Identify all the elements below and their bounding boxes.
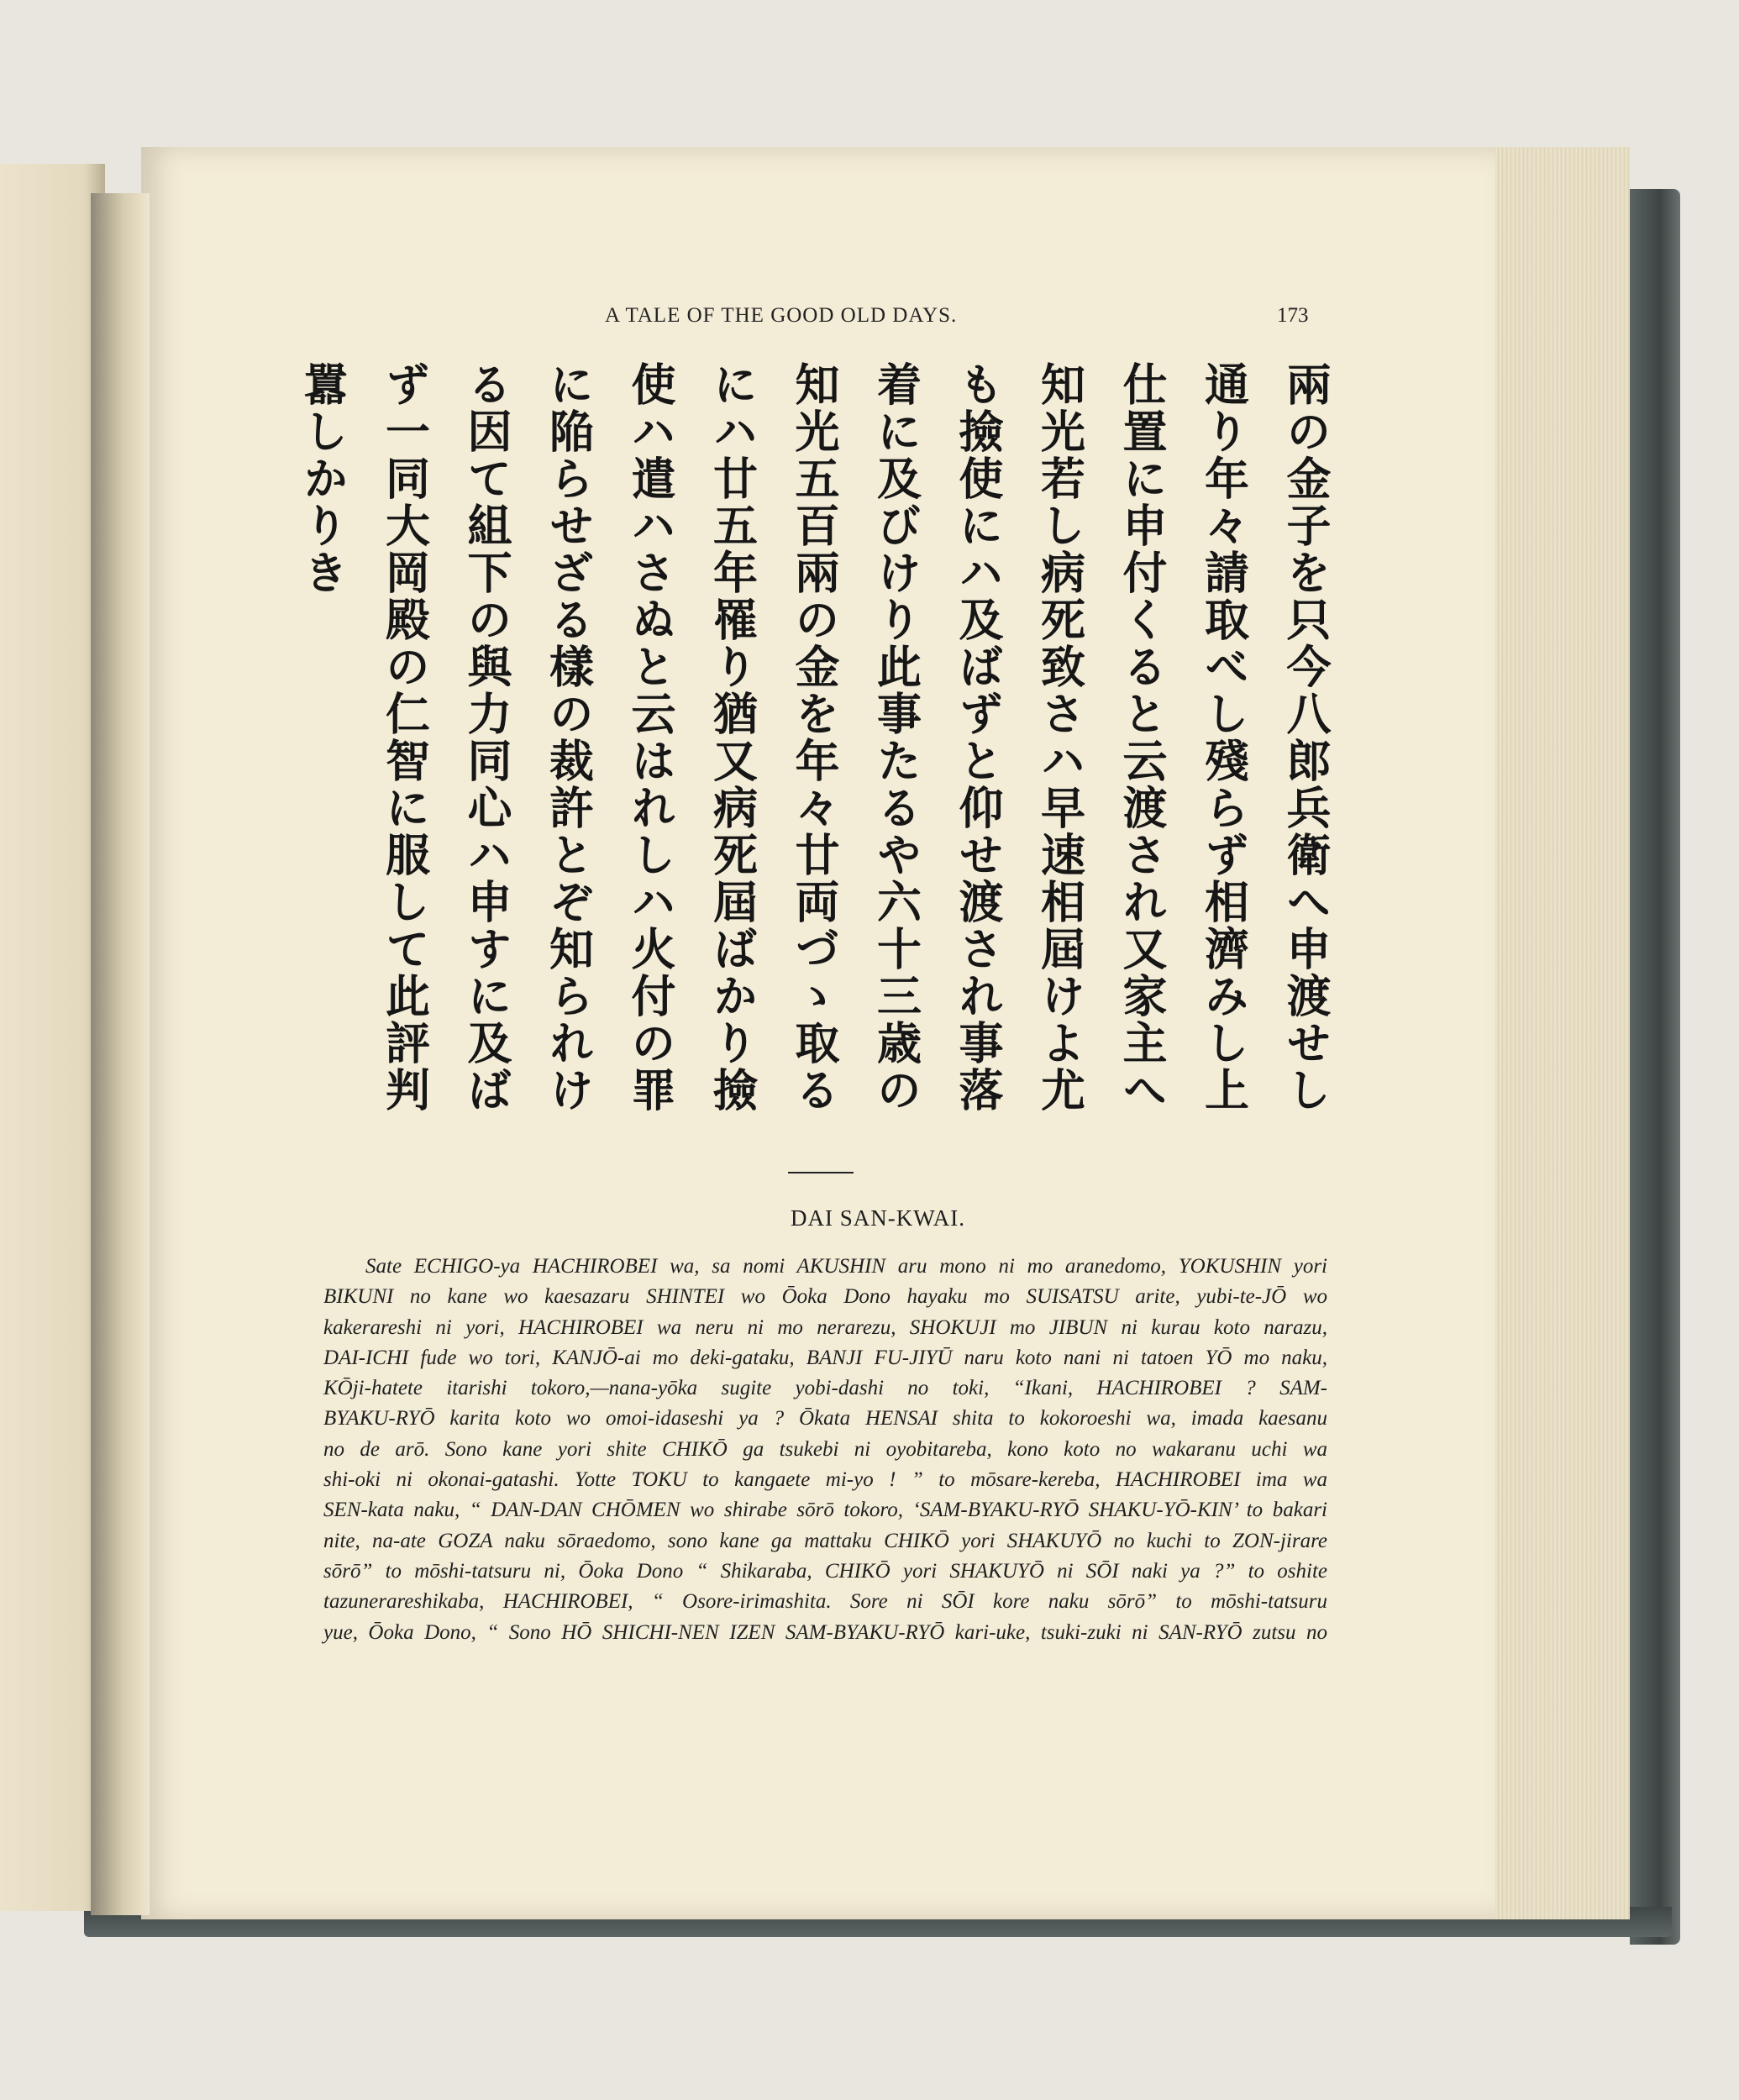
left-page-edge xyxy=(0,164,105,1911)
romanized-line: no de arō. Sono kane yori shite CHIKŌ ga tsukebi ni oyobitareba, kono koto no wakaranu uchi wa xyxy=(323,1437,1327,1461)
romanized-line: nite, na-ate GOZA naku sōraedomo, sono kane ga mattaku CHIKŌ yori SHAKUYŌ no kuchi to ZON-jirare xyxy=(323,1529,1327,1552)
romanized-line: Sate ECHIGO-ya HACHIROBEI wa, sa nomi AKUSHIN aru mono ni mo aranedomo, YOKUSHIN yori xyxy=(365,1255,1327,1278)
japanese-column: 仕置に申付くると云渡され又家主へ xyxy=(1116,361,1167,1114)
japanese-column: も撿使にハ及ばずと仰せ渡され事落 xyxy=(952,361,1003,1114)
japanese-text-block xyxy=(294,361,1331,1159)
romanized-line: kakerareshi ni yori, HACHIROBEI wa neru ni mo nerarezu, SHOKUJI mo JIBUN ni kurau koto narazu, xyxy=(323,1315,1327,1339)
book-cover-edge xyxy=(1630,189,1680,1945)
romanized-line: DAI-ICHI fude wo tori, KANJŌ-ai mo deki-gataku, BANJI FU-JIYŪ naru koto nani ni tatoen YŌ mo naku, xyxy=(323,1346,1327,1369)
romanized-text-block xyxy=(323,1252,1327,1648)
japanese-column: にハ廿五年罹り猶又病死屆ばかり撿 xyxy=(706,361,758,1114)
section-divider xyxy=(788,1172,854,1173)
section-title: DAI SAN-KWAI. xyxy=(791,1205,965,1231)
japanese-column: 知光五百兩の金を年々廿両づゝ取る xyxy=(788,361,839,1114)
romanized-line: sōrō” to mōshi-tatsuru ni, Ōoka Dono “ Shikaraba, CHIKŌ yori SHAKUYŌ ni SŌI naki ya ?” to oshite xyxy=(323,1559,1327,1583)
japanese-column: ず一同大岡殿の仁智に服して此評判 xyxy=(378,361,430,1114)
page-number: 173 xyxy=(1277,304,1309,327)
romanized-line: KŌji-hatete itarishi tokoro,—nana-yōka sugite yobi-dashi no toki, “Ikani, HACHIROBEI ? SAM- xyxy=(323,1377,1327,1400)
book-gutter xyxy=(91,193,150,1915)
japanese-column: る因て組下の與力同心ハ申すに及ば xyxy=(460,361,512,1114)
japanese-column: 通り年々請取べし殘らず相濟みし上 xyxy=(1197,361,1249,1114)
romanized-line: BIKUNI no kane wo kaesazaru SHINTEI wo Ōoka Dono hayaku mo SUISATSU arite, yubi-te-JŌ wo xyxy=(323,1285,1327,1309)
japanese-column: 使ハ遣ハさぬと云はれしハ火付の罪 xyxy=(624,361,675,1114)
romanized-line: shi-oki ni okonai-gatashi. Yotte TOKU to kangaete mi-yo ! ” to mōsare-kereba, HACHIROBEI ima wa xyxy=(323,1468,1327,1492)
running-head: A TALE OF THE GOOD OLD DAYS. xyxy=(605,304,958,327)
romanized-line: BYAKU-RYŌ karita koto wo omoi-idaseshi ya ? Ōkata HENSAI shita to kokoroeshi wa, imada kaesanu xyxy=(323,1407,1327,1431)
japanese-column: 囂しかりき xyxy=(297,361,348,596)
romanized-line: tazunerareshikaba, HACHIROBEI, “ Osore-irimashita. Sore ni SŌI kore naku sōrō” to mōshi-tatsuru xyxy=(323,1590,1327,1614)
japanese-column: 着に及びけり此事たるや六十三歳の xyxy=(870,361,922,1114)
romanized-line: SEN-kata naku, “ DAN-DAN CHŌMEN wo shirabe sōrō tokoro, ‘SAM-BYAKU-RYŌ SHAKU-YŌ-KIN’ to bakari xyxy=(323,1499,1327,1522)
page-block-edges xyxy=(1487,147,1630,1919)
japanese-column: 知光若し病死致さハ早速相屆けよ尤 xyxy=(1033,361,1085,1114)
japanese-column: 兩の金子を只今八郎兵衛へ申渡せし xyxy=(1279,361,1331,1114)
japanese-column: に陥らせざる樣の裁許とぞ知られけ xyxy=(542,361,594,1114)
romanized-line: yue, Ōoka Dono, “ Sono HŌ SHICHI-NEN IZEN SAM-BYAKU-RYŌ kari-uke, tsuki-zuki ni SAN-RYŌ zutsu no xyxy=(323,1620,1327,1644)
